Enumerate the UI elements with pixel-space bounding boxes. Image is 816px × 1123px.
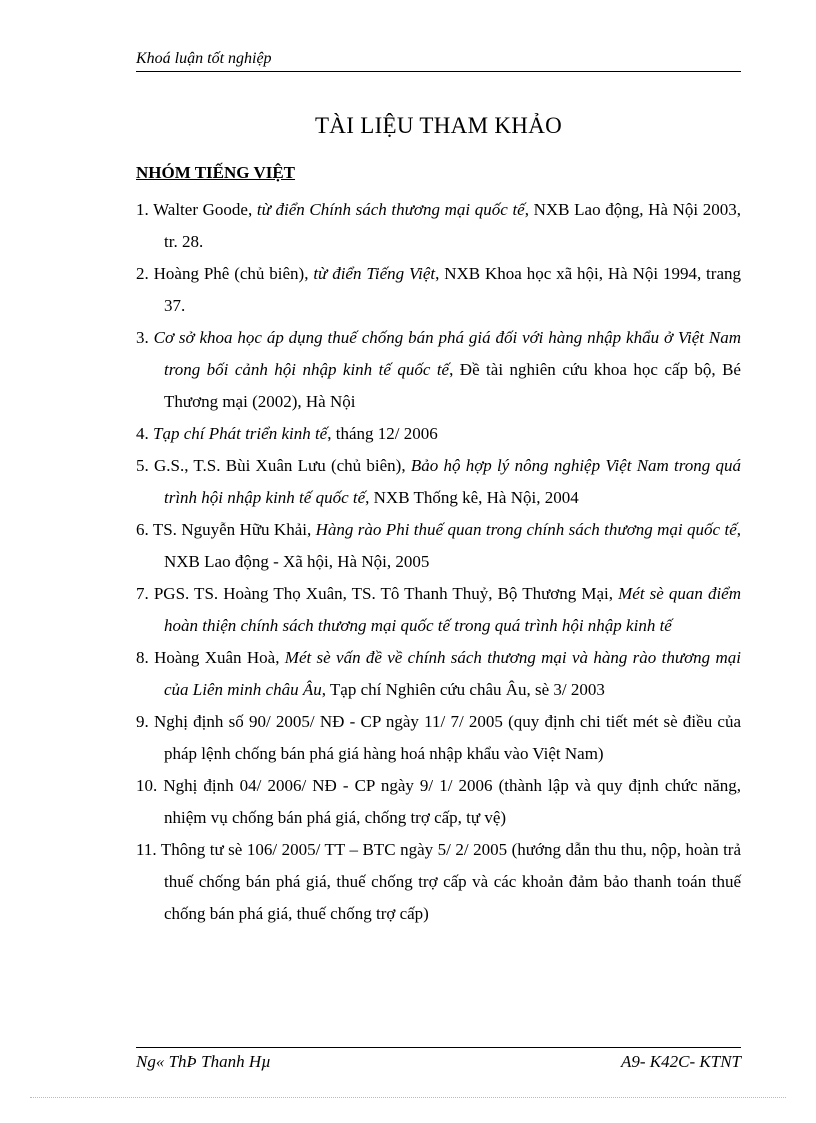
reference-item: 4. Tạp chí Phát triển kinh tế, tháng 12/ 2006 bbox=[136, 424, 438, 443]
reference-item: 3. Cơ sở khoa học áp dụng thuế chống bán phá giá đối với hàng nhập khẩu ở Việt Nam trong bối cảnh hội nhập kinh tế quốc tế, Đề tài nghiên cứu khoa học cấp bộ, Bé Thương mại (2002), Hà Nội bbox=[136, 328, 742, 411]
footer-class-code: A9- K42C- KTNT bbox=[621, 1052, 741, 1071]
reference-item: 9. Nghị định số 90/ 2005/ NĐ - CP ngày 11/ 7/ 2005 (quy định chi tiết mét sè điều của pháp lệnh chống bán phá giá hàng hoá nhập khẩu vào Việt Nam) bbox=[136, 712, 741, 763]
section-heading: NHÓM TIẾNG VIỆT bbox=[136, 163, 296, 182]
reference-item: 8. Hoàng Xuân Hoà, Mét sè vấn đề về chính sách thương mại và hàng rào thương mại của Liên minh châu Âu, Tạp chí Nghiên cứu châu Âu, sè 3/ 2003 bbox=[136, 648, 742, 699]
reference-item: 7. PGS. TS. Hoàng Thọ Xuân, TS. Tô Thanh Thuỷ, Bộ Thương Mại, Mét sè quan điểm hoàn thiện chính sách thương mại quốc tế trong quá trình hội nhập kinh tế bbox=[136, 584, 741, 635]
reference-item: 6. TS. Nguyễn Hữu Khải, Hàng rào Phi thuế quan trong chính sách thương mại quốc tế, NXB Lao động - Xã hội, Hà Nội, 2005 bbox=[136, 520, 741, 571]
page-header: Khoá luận tốt nghiệp bbox=[136, 50, 272, 67]
reference-list bbox=[136, 194, 741, 930]
reference-item: 5. G.S., T.S. Bùi Xuân Lưu (chủ biên), Bảo hộ hợp lý nông nghiệp Việt Nam trong quá trình hội nhập kinh tế quốc tế, NXB Thống kê, Hà Nội, 2004 bbox=[136, 456, 742, 507]
reference-item: 1. Walter Goode, từ điển Chính sách thương mại quốc tế, NXB Lao động, Hà Nội 2003, tr. 28. bbox=[136, 200, 741, 251]
reference-item: 11. Thông tư sè 106/ 2005/ TT – BTC ngày 5/ 2/ 2005 (hướng dẫn thu thu, nộp, hoàn trả thuế chống bán phá giá, thuế chống trợ cấp và các khoản đảm bảo thanh toán thuế chống bán phá giá, thuế chống trợ cấp) bbox=[136, 840, 742, 923]
reference-item: 10. Nghị định 04/ 2006/ NĐ - CP ngày 9/ 1/ 2006 (thành lập và quy định chức năng, nhiệm vụ chống bán phá giá, chống trợ cấp, tự vệ) bbox=[136, 776, 742, 827]
page-edge-divider bbox=[30, 1097, 786, 1098]
page-title: TÀI LIỆU THAM KHẢO bbox=[314, 113, 563, 138]
footer-rule bbox=[136, 1047, 741, 1048]
reference-item: 2. Hoàng Phê (chủ biên), từ điển Tiếng Việt, NXB Khoa học xã hội, Hà Nội 1994, trang 37. bbox=[136, 264, 741, 315]
header-rule bbox=[136, 71, 741, 72]
footer-author: Ng« ThÞ Thanh Hµ bbox=[136, 1052, 271, 1071]
